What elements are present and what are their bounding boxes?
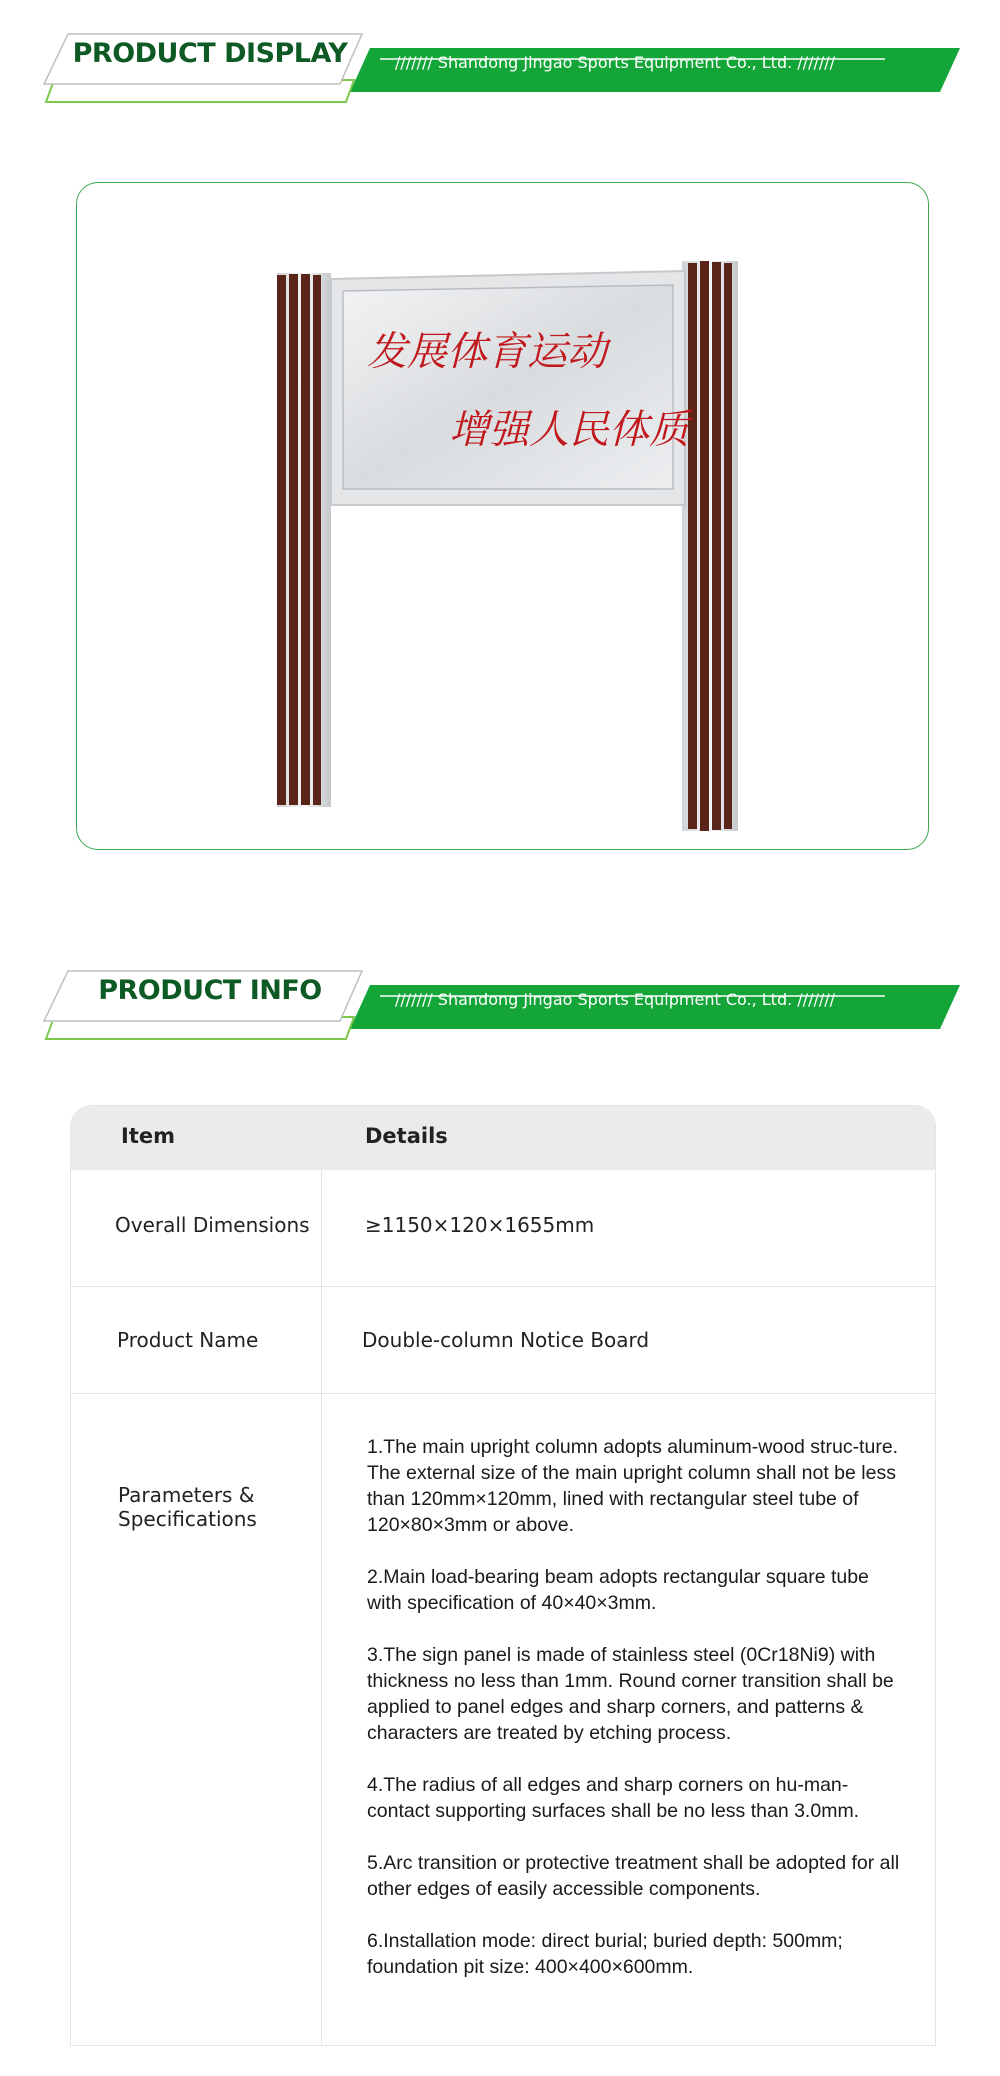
column-divider — [321, 1170, 322, 2046]
spec-item: 2.Main load-bearing beam adopts rectangular square tube with specification of 40×40×3mm. — [367, 1566, 869, 1614]
sign-text-line1: 发展体育运动 — [367, 329, 607, 375]
row-divider — [71, 1286, 935, 1287]
row-value-product-name: Double-column Notice Board — [362, 1328, 650, 1352]
row-label-dimensions: Overall Dimensions — [115, 1213, 310, 1237]
section-title: PRODUCT DISPLAY — [72, 38, 348, 69]
row-value-dimensions: ≥1150×120×1655mm — [365, 1213, 595, 1237]
sign-text-line2: 增强人民体质 — [449, 407, 689, 453]
spec-item: 4.The radius of all edges and sharp corners on hu-man-contact supporting surfaces shall be no less than 3.0mm. — [367, 1774, 860, 1822]
row-label-parameters: Parameters & Specifications — [118, 1483, 257, 1531]
product-info-table — [70, 1105, 936, 2046]
company-tagline: /////// Shandong Jingao Sports Equipment Co., Ltd. /////// — [394, 990, 836, 1009]
specifications-list — [367, 1434, 907, 2006]
spec-item: 1.The main upright column adopts aluminum-wood struc-ture. The external size of the main upright column shall not be less than 120mm×120mm, lined with rectangular steel tube of 120×80×3mm or above. — [367, 1436, 899, 1536]
company-tagline: /////// Shandong Jingao Sports Equipment Co., Ltd. /////// — [394, 53, 836, 72]
spec-item: 3.The sign panel is made of stainless steel (0Cr18Ni9) with thickness no less than 1mm. Round corner transition shall be applied to panel edges and sharp corners, and patterns & characters are treated by etching process. — [367, 1644, 894, 1744]
table-header — [71, 1106, 935, 1170]
product-info-banner — [40, 967, 970, 1042]
chevron-down-icon[interactable] — [40, 967, 66, 993]
chevron-down-icon[interactable] — [40, 30, 66, 56]
spec-item: 5.Arc transition or protective treatment shall be adopted for all other edges of easily accessible components. — [367, 1852, 900, 1900]
spec-item: 6.Installation mode: direct burial; buried depth: 500mm; foundation pit size: 400×400×600mm. — [367, 1930, 843, 1978]
section-title: PRODUCT INFO — [98, 975, 322, 1006]
header-item: Item — [121, 1124, 175, 1148]
product-image — [77, 183, 930, 851]
row-divider — [71, 1393, 935, 1394]
row-label-product-name: Product Name — [117, 1328, 259, 1352]
product-display-banner — [40, 30, 970, 105]
product-image-frame — [76, 182, 929, 850]
header-details: Details — [365, 1124, 448, 1148]
